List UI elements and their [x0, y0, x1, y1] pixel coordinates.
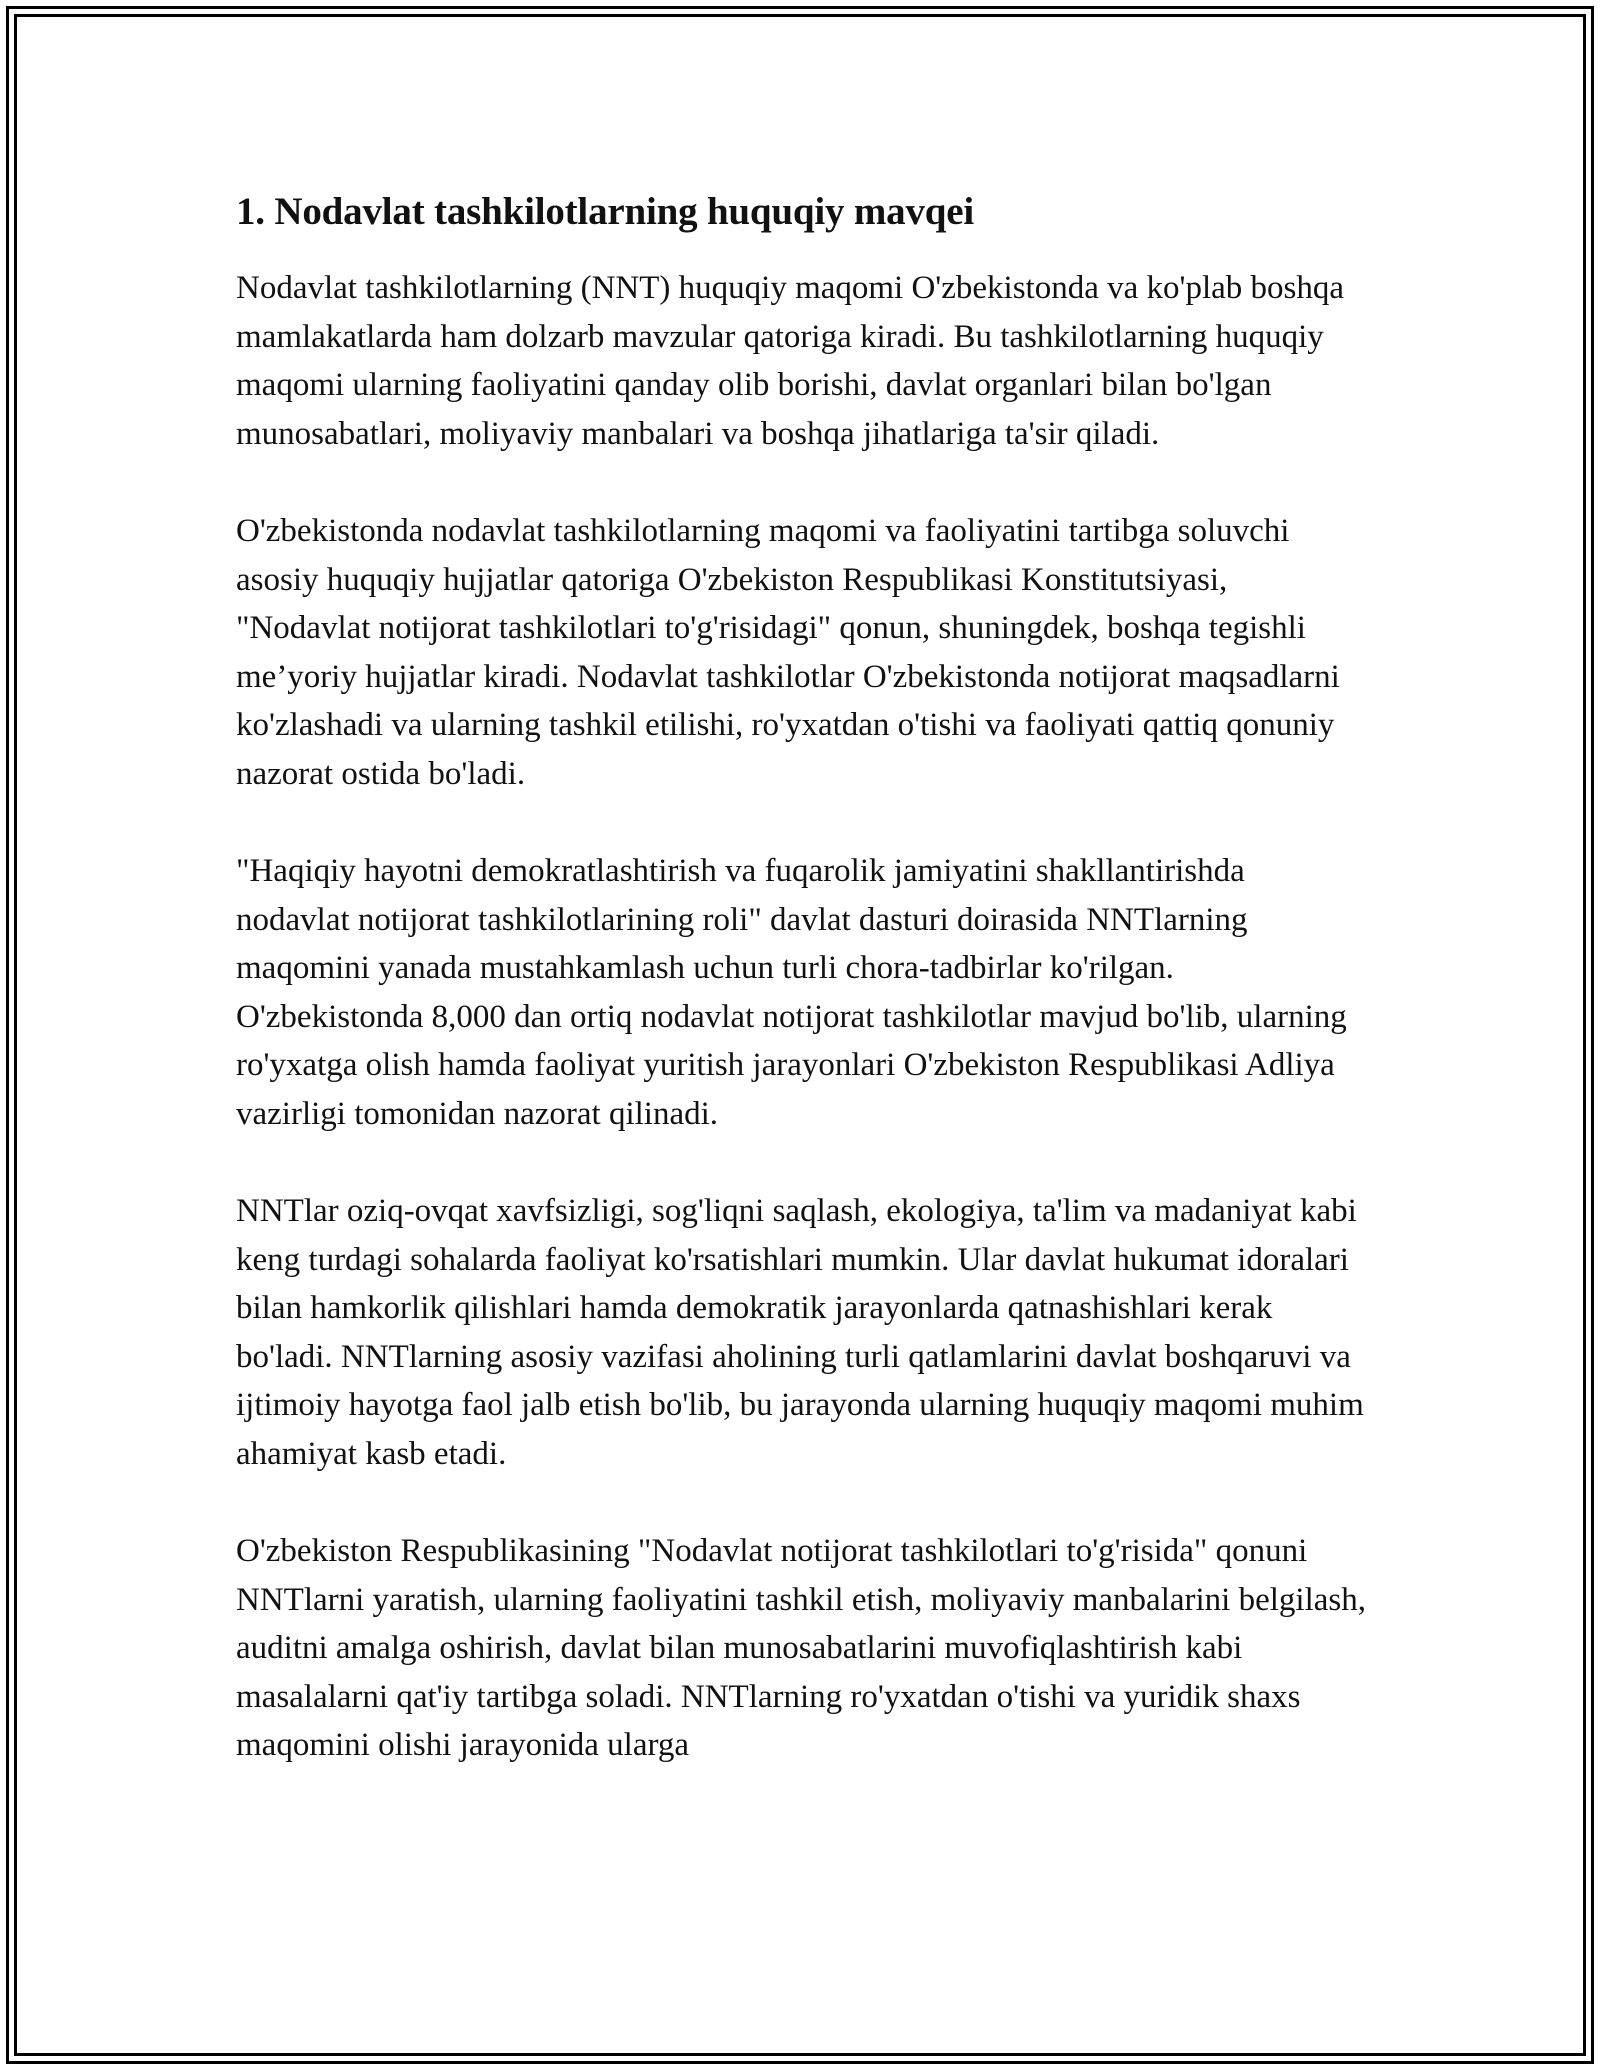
paragraph-3: "Haqiqiy hayotni demokratlashtirish va fuqarolik jamiyatini shakllantirishda nodavlat notijorat tashkilotlarining roli" davlat dasturi doirasida NNTlarning maqomini yanada mustahkamlash uchun turli chora-tadbirlar ko'rilgan. O'zbekistonda 8,000 dan ortiq nodavlat notijorat tashkilotlar mavjud bo'lib, ularning ro'yxatga olish hamda faoliyat yuritish jarayonlari O'zbekiston Respublikasi Adliya vazirligi tomonidan nazorat qilinadi. [236, 853, 1347, 1132]
paragraph-1: Nodavlat tashkilotlarning (NNT) huquqiy maqomi O'zbekistonda va ko'plab boshqa mamlakatlarda ham dolzarb mavzular qatoriga kiradi. Bu tashkilotlarning huquqiy maqomi ularning faoliyatini qanday olib borishi, davlat organlari bilan bo'lgan munosabatlari, moliyaviy manbalari va boshqa jihatlariga ta'sir qiladi. [236, 270, 1345, 452]
paragraph-4: NNTlar oziq-ovqat xavfsizligi, sog'liqni saqlash, ekologiya, ta'lim va madaniyat kabi keng turdagi sohalarda faoliyat ko'rsatishlari mumkin. Ular davlat hukumat idoralari bilan hamkorlik qilishlari hamda demokratik jarayonlarda qatnashishlari kerak bo'ladi. NNTlarning asosiy vazifasi aholining turli qatlamlarini davlat boshqaruvi va ijtimoiy hayotga faol jalb etish bo'lib, bu jarayonda ularning huquqiy maqomi muhim ahamiyat kasb etadi. [236, 1193, 1364, 1472]
paragraph-2: O'zbekistonda nodavlat tashkilotlarning maqomi va faoliyatini tartibga soluvchi asosiy huquqiy hujjatlar qatoriga O'zbekiston Respublikasi Konstitutsiyasi, "Nodavlat notijorat tashkilotlari to'g'risidagi" qonun, shuningdek, boshqa tegishli me’yoriy hujjatlar kiradi. Nodavlat tashkilotlar O'zbekistonda notijorat maqsadlarni ko'zlashadi va ularning tashkil etilishi, ro'yxatdan o'tishi va faoliyati qattiq qonuniy nazorat ostida bo'ladi. [236, 513, 1340, 792]
document-body [236, 188, 1366, 1770]
paragraph-5: O'zbekiston Respublikasining "Nodavlat notijorat tashkilotlari to'g'risida" qonuni NNTlarni yaratish, ularning faoliyatini tashkil etish, moliyaviy manbalarini belgilash, auditni amalga oshirish, davlat bilan munosabatlarini muvofiqlashtirish kabi masalalarni qat'iy tartibga soladi. NNTlarning ro'yxatdan o'tishi va yuridik shaxs maqomini olishi jarayonida ularga [236, 1533, 1366, 1763]
section-heading: 1. Nodavlat tashkilotlarning huquqiy mavqei [236, 190, 974, 233]
